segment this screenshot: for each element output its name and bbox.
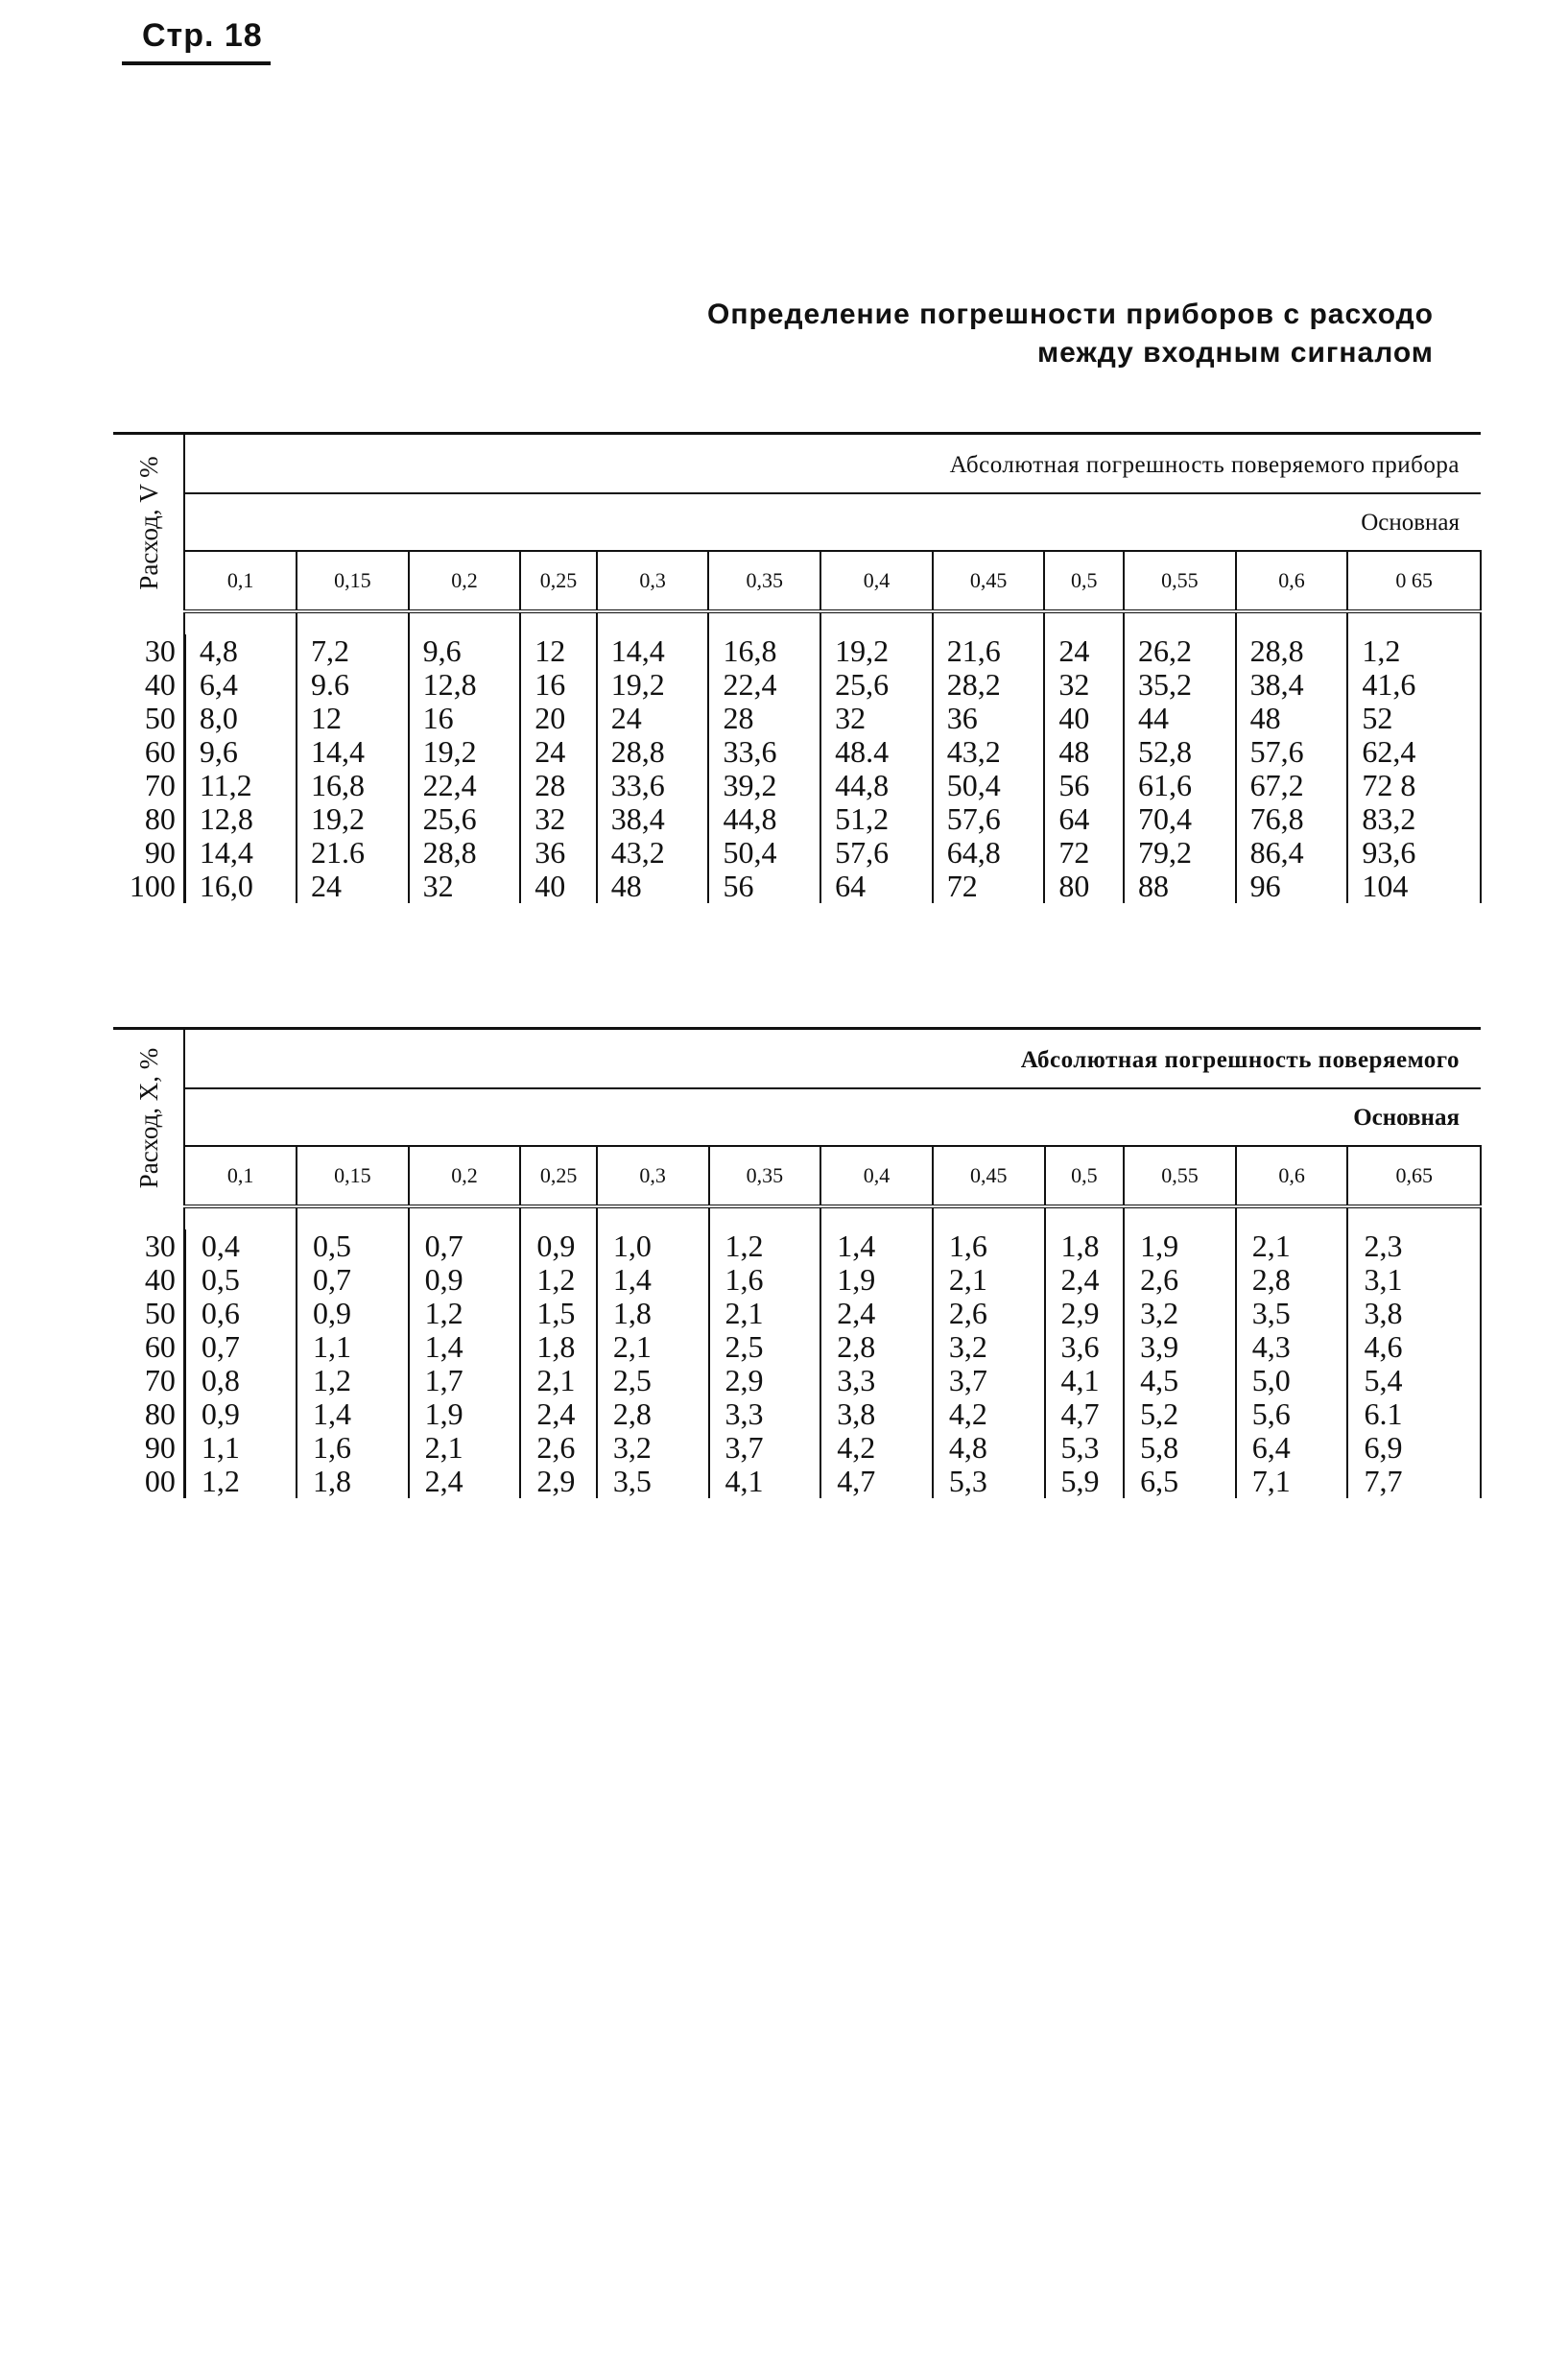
value-cell: 33,6 [708, 735, 820, 769]
value-cell: 3,1 [1347, 1263, 1481, 1297]
column-header: 0,2 [409, 1146, 521, 1206]
rate-cell: 50 [113, 702, 184, 735]
value-cell: 4,8 [184, 634, 297, 668]
rate-cell: 90 [113, 1431, 184, 1465]
value-cell: 22,4 [708, 668, 820, 702]
column-header: 0,1 [184, 1146, 297, 1206]
value-cell: 20 [520, 702, 597, 735]
value-cell: 1,1 [297, 1330, 409, 1364]
value-cell: 36 [933, 702, 1045, 735]
rate-cell: 40 [113, 1263, 184, 1297]
value-cell: 4,7 [820, 1465, 933, 1498]
value-cell: 19,2 [297, 802, 409, 836]
value-cell: 1,9 [820, 1263, 933, 1297]
column-header: 0,5 [1044, 551, 1124, 611]
value-cell: 21.6 [297, 836, 409, 870]
value-cell: 64,8 [933, 836, 1045, 870]
value-cell: 2,8 [1236, 1263, 1348, 1297]
value-cell: 2,1 [597, 1330, 709, 1364]
rate-cell: 90 [113, 836, 184, 870]
value-cell: 1,2 [709, 1229, 821, 1263]
table-1 [113, 432, 1482, 903]
value-cell: 2,4 [409, 1465, 521, 1498]
value-cell: 2,8 [597, 1397, 709, 1431]
value-cell: 2,9 [1045, 1297, 1125, 1330]
value-cell: 1,8 [297, 1465, 409, 1498]
basic-error-header: Основная [184, 493, 1481, 551]
value-cell: 38,4 [1236, 668, 1348, 702]
value-cell: 0,9 [297, 1297, 409, 1330]
value-cell: 48 [1236, 702, 1348, 735]
value-cell: 1,2 [409, 1297, 521, 1330]
value-cell: 32 [520, 802, 597, 836]
value-cell: 48 [1044, 735, 1124, 769]
value-cell: 52,8 [1124, 735, 1236, 769]
value-cell: 12,8 [409, 668, 521, 702]
value-cell: 2,6 [933, 1297, 1045, 1330]
value-cell: 5,2 [1124, 1397, 1236, 1431]
value-cell: 76,8 [1236, 802, 1348, 836]
rate-cell: 30 [113, 634, 184, 668]
value-cell: 5,3 [933, 1465, 1045, 1498]
table-row [113, 1431, 1481, 1465]
value-cell: 3,3 [820, 1364, 933, 1397]
column-header: 0,45 [933, 1146, 1045, 1206]
value-cell: 6,5 [1124, 1465, 1236, 1498]
column-header: 0,6 [1236, 551, 1348, 611]
table-1-body [113, 634, 1481, 903]
value-cell: 2,1 [1236, 1229, 1348, 1263]
value-cell: 28 [520, 769, 597, 802]
value-cell: 86,4 [1236, 836, 1348, 870]
rate-cell: 60 [113, 735, 184, 769]
value-cell: 6,9 [1347, 1431, 1481, 1465]
value-cell: 50,4 [933, 769, 1045, 802]
value-cell: 6,4 [184, 668, 297, 702]
value-cell: 19,2 [820, 634, 933, 668]
value-cell: 28 [708, 702, 820, 735]
value-cell: 7,2 [297, 634, 409, 668]
value-cell: 44,8 [708, 802, 820, 836]
value-cell: 57,6 [1236, 735, 1348, 769]
table-row [113, 702, 1481, 735]
column-header: 0,5 [1045, 1146, 1125, 1206]
value-cell: 24 [597, 702, 709, 735]
table-row [113, 769, 1481, 802]
value-cell: 12,8 [184, 802, 297, 836]
value-cell: 56 [708, 870, 820, 903]
column-header: 0,1 [184, 551, 297, 611]
value-cell: 19,2 [409, 735, 521, 769]
value-cell: 2,4 [1045, 1263, 1125, 1297]
value-cell: 0,6 [184, 1297, 297, 1330]
column-header: 0,4 [820, 1146, 933, 1206]
value-cell: 25,6 [409, 802, 521, 836]
value-cell: 2,5 [709, 1330, 821, 1364]
value-cell: 0,4 [184, 1229, 297, 1263]
value-cell: 1,8 [520, 1330, 597, 1364]
value-cell: 3,2 [933, 1330, 1045, 1364]
title-line-2: между входным сигналом [1036, 337, 1434, 369]
value-cell: 3,2 [1124, 1297, 1236, 1330]
rate-cell: 50 [113, 1297, 184, 1330]
value-cell: 24 [297, 870, 409, 903]
value-cell: 64 [820, 870, 933, 903]
rate-header: Расход, V % [133, 456, 163, 590]
value-cell: 5,3 [1045, 1431, 1125, 1465]
value-cell: 2,4 [520, 1397, 597, 1431]
value-cell: 3,5 [1236, 1297, 1348, 1330]
rate-header: Расход, X, % [133, 1047, 163, 1189]
page-title [570, 296, 1434, 372]
value-cell: 2,6 [520, 1431, 597, 1465]
value-cell: 4,1 [1045, 1364, 1125, 1397]
value-cell: 40 [1044, 702, 1124, 735]
value-cell: 38,4 [597, 802, 709, 836]
value-cell: 5,0 [1236, 1364, 1348, 1397]
value-cell: 3,8 [1347, 1297, 1481, 1330]
column-header: 0,15 [297, 1146, 409, 1206]
value-cell: 1,6 [709, 1263, 821, 1297]
value-cell: 57,6 [933, 802, 1045, 836]
rate-cell: 80 [113, 802, 184, 836]
value-cell: 41,6 [1347, 668, 1481, 702]
value-cell: 48 [597, 870, 709, 903]
column-header: 0,25 [520, 1146, 597, 1206]
value-cell: 52 [1347, 702, 1481, 735]
page-number: Стр. 18 [142, 17, 263, 54]
value-cell: 14,4 [597, 634, 709, 668]
value-cell: 43,2 [597, 836, 709, 870]
table-row [113, 1465, 1481, 1498]
basic-error-header: Основная [184, 1088, 1481, 1146]
value-cell: 35,2 [1124, 668, 1236, 702]
table-row [113, 634, 1481, 668]
value-cell: 83,2 [1347, 802, 1481, 836]
value-cell: 3,8 [820, 1397, 933, 1431]
value-cell: 26,2 [1124, 634, 1236, 668]
value-cell: 51,2 [820, 802, 933, 836]
value-cell: 1,1 [184, 1431, 297, 1465]
value-cell: 3,6 [1045, 1330, 1125, 1364]
value-cell: 1,0 [597, 1229, 709, 1263]
value-cell: 44 [1124, 702, 1236, 735]
value-cell: 1,5 [520, 1297, 597, 1330]
value-cell: 2,9 [520, 1465, 597, 1498]
value-cell: 7,1 [1236, 1465, 1348, 1498]
column-header: 0,55 [1124, 551, 1236, 611]
value-cell: 1,9 [409, 1397, 521, 1431]
value-cell: 4,6 [1347, 1330, 1481, 1364]
table-row [113, 1397, 1481, 1431]
column-header: 0,65 [1347, 1146, 1481, 1206]
value-cell: 36 [520, 836, 597, 870]
value-cell: 50,4 [708, 836, 820, 870]
value-cell: 40 [520, 870, 597, 903]
value-cell: 1,2 [1347, 634, 1481, 668]
value-cell: 57,6 [820, 836, 933, 870]
value-cell: 3,2 [597, 1431, 709, 1465]
value-cell: 4,3 [1236, 1330, 1348, 1364]
value-cell: 5,4 [1347, 1364, 1481, 1397]
value-cell: 1,2 [184, 1465, 297, 1498]
value-cell: 4,5 [1124, 1364, 1236, 1397]
value-cell: 1,6 [933, 1229, 1045, 1263]
title-line-1: Определение погрешности приборов с расходо [706, 298, 1434, 330]
value-cell: 16,8 [708, 634, 820, 668]
value-cell: 2,1 [409, 1431, 521, 1465]
table-2 [113, 1027, 1482, 1498]
value-cell: 61,6 [1124, 769, 1236, 802]
value-cell: 3,7 [709, 1431, 821, 1465]
column-header: 0,55 [1124, 1146, 1236, 1206]
value-cell: 2,6 [1124, 1263, 1236, 1297]
value-cell: 2,8 [820, 1330, 933, 1364]
value-cell: 6.1 [1347, 1397, 1481, 1431]
column-header: 0,3 [597, 1146, 709, 1206]
value-cell: 24 [520, 735, 597, 769]
value-cell: 1,9 [1124, 1229, 1236, 1263]
value-cell: 2,9 [709, 1364, 821, 1397]
value-cell: 9,6 [409, 634, 521, 668]
table-row [113, 668, 1481, 702]
value-cell: 19,2 [597, 668, 709, 702]
value-cell: 4,8 [933, 1431, 1045, 1465]
column-header: 0,35 [709, 1146, 821, 1206]
value-cell: 14,4 [184, 836, 297, 870]
value-cell: 16,0 [184, 870, 297, 903]
value-cell: 28,2 [933, 668, 1045, 702]
value-cell: 62,4 [1347, 735, 1481, 769]
value-cell: 9.6 [297, 668, 409, 702]
rate-cell: 80 [113, 1397, 184, 1431]
value-cell: 14,4 [297, 735, 409, 769]
value-cell: 67,2 [1236, 769, 1348, 802]
value-cell: 4,2 [933, 1397, 1045, 1431]
value-cell: 1,8 [1045, 1229, 1125, 1263]
value-cell: 72 8 [1347, 769, 1481, 802]
value-cell: 4,7 [1045, 1397, 1125, 1431]
table-row [113, 870, 1481, 903]
value-cell: 0,7 [297, 1263, 409, 1297]
page-number-rule [122, 61, 271, 65]
value-cell: 28,8 [409, 836, 521, 870]
column-header: 0,25 [520, 551, 597, 611]
rate-cell: 00 [113, 1465, 184, 1498]
column-header: 0,2 [409, 551, 521, 611]
value-cell: 1,6 [297, 1431, 409, 1465]
value-cell: 0,9 [184, 1397, 297, 1431]
value-cell: 5,9 [1045, 1465, 1125, 1498]
table-row [113, 802, 1481, 836]
value-cell: 1,8 [597, 1297, 709, 1330]
value-cell: 33,6 [597, 769, 709, 802]
value-cell: 72 [1044, 836, 1124, 870]
value-cell: 16,8 [297, 769, 409, 802]
value-cell: 2,1 [933, 1263, 1045, 1297]
value-cell: 1,4 [297, 1397, 409, 1431]
value-cell: 3,3 [709, 1397, 821, 1431]
value-cell: 32 [820, 702, 933, 735]
value-cell: 70,4 [1124, 802, 1236, 836]
value-cell: 28,8 [597, 735, 709, 769]
table-row [113, 1263, 1481, 1297]
value-cell: 96 [1236, 870, 1348, 903]
value-cell: 0,9 [409, 1263, 521, 1297]
column-header: 0,3 [597, 551, 709, 611]
value-cell: 0,8 [184, 1364, 297, 1397]
value-cell: 6,4 [1236, 1431, 1348, 1465]
rate-header-cell [113, 434, 184, 612]
column-header: 0,35 [708, 551, 820, 611]
value-cell: 4,1 [709, 1465, 821, 1498]
value-cell: 3,5 [597, 1465, 709, 1498]
value-cell: 4,2 [820, 1431, 933, 1465]
table-row [113, 1297, 1481, 1330]
absolute-error-header: Абсолютная погрешность поверяемого прибора [184, 434, 1481, 494]
column-header: 0,15 [297, 551, 409, 611]
column-header: 0,6 [1236, 1146, 1348, 1206]
value-cell: 3,9 [1124, 1330, 1236, 1364]
rate-cell: 70 [113, 1364, 184, 1397]
value-cell: 2,1 [520, 1364, 597, 1397]
value-cell: 32 [409, 870, 521, 903]
column-header: 0,45 [933, 551, 1045, 611]
value-cell: 56 [1044, 769, 1124, 802]
table-row [113, 1330, 1481, 1364]
value-cell: 12 [297, 702, 409, 735]
value-cell: 1,4 [409, 1330, 521, 1364]
value-cell: 1,2 [297, 1364, 409, 1397]
value-cell: 48.4 [820, 735, 933, 769]
value-cell: 16 [409, 702, 521, 735]
value-cell: 1,2 [520, 1263, 597, 1297]
value-cell: 5,8 [1124, 1431, 1236, 1465]
value-cell: 2,3 [1347, 1229, 1481, 1263]
absolute-error-header: Абсолютная погрешность поверяемого [184, 1029, 1481, 1089]
value-cell: 79,2 [1124, 836, 1236, 870]
rate-cell: 70 [113, 769, 184, 802]
value-cell: 0,7 [184, 1330, 297, 1364]
value-cell: 0,5 [184, 1263, 297, 1297]
value-cell: 1,4 [597, 1263, 709, 1297]
column-header: 0,4 [820, 551, 933, 611]
rate-header-cell [113, 1029, 184, 1207]
value-cell: 0,9 [520, 1229, 597, 1263]
value-cell: 0,5 [297, 1229, 409, 1263]
value-cell: 21,6 [933, 634, 1045, 668]
value-cell: 1,4 [820, 1229, 933, 1263]
value-cell: 16 [520, 668, 597, 702]
rate-cell: 100 [113, 870, 184, 903]
value-cell: 80 [1044, 870, 1124, 903]
value-cell: 0,7 [409, 1229, 521, 1263]
rate-cell: 60 [113, 1330, 184, 1364]
value-cell: 22,4 [409, 769, 521, 802]
value-cell: 24 [1044, 634, 1124, 668]
value-cell: 104 [1347, 870, 1481, 903]
value-cell: 8,0 [184, 702, 297, 735]
value-cell: 11,2 [184, 769, 297, 802]
value-cell: 2,4 [820, 1297, 933, 1330]
table-row [113, 1229, 1481, 1263]
value-cell: 1,7 [409, 1364, 521, 1397]
table-2-body [113, 1229, 1481, 1498]
value-cell: 12 [520, 634, 597, 668]
table-row [113, 735, 1481, 769]
value-cell: 64 [1044, 802, 1124, 836]
value-cell: 43,2 [933, 735, 1045, 769]
value-cell: 25,6 [820, 668, 933, 702]
value-cell: 28,8 [1236, 634, 1348, 668]
value-cell: 5,6 [1236, 1397, 1348, 1431]
value-cell: 2,1 [709, 1297, 821, 1330]
value-cell: 72 [933, 870, 1045, 903]
table-row [113, 836, 1481, 870]
table-row [113, 1364, 1481, 1397]
column-header: 0 65 [1347, 551, 1481, 611]
value-cell: 3,7 [933, 1364, 1045, 1397]
value-cell: 39,2 [708, 769, 820, 802]
value-cell: 88 [1124, 870, 1236, 903]
value-cell: 44,8 [820, 769, 933, 802]
value-cell: 2,5 [597, 1364, 709, 1397]
value-cell: 93,6 [1347, 836, 1481, 870]
value-cell: 32 [1044, 668, 1124, 702]
value-cell: 9,6 [184, 735, 297, 769]
rate-cell: 40 [113, 668, 184, 702]
rate-cell: 30 [113, 1229, 184, 1263]
value-cell: 7,7 [1347, 1465, 1481, 1498]
